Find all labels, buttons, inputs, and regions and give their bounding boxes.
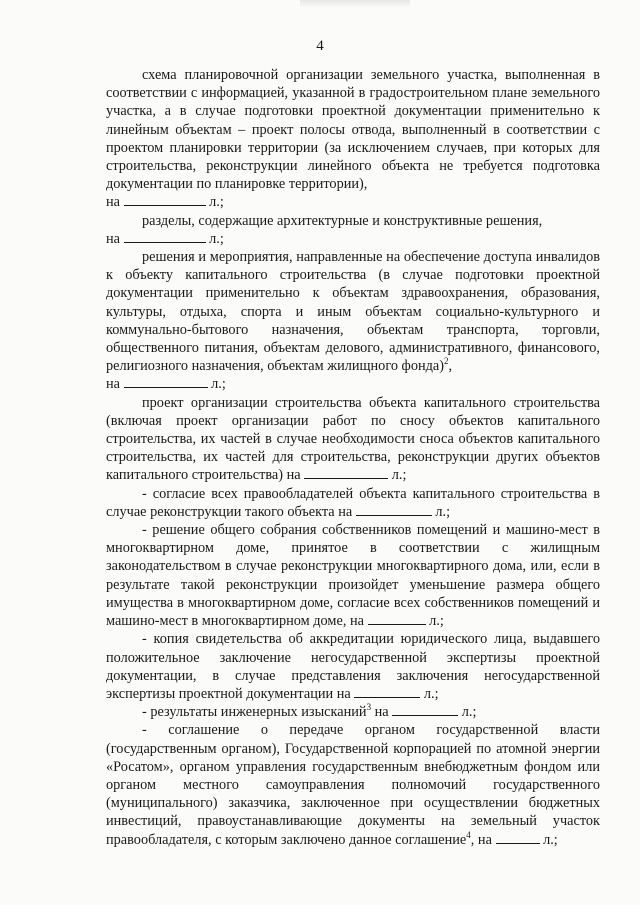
item-after-sup: , на <box>470 831 492 848</box>
document-body <box>106 66 600 849</box>
footnote-ref: 2 <box>444 356 449 367</box>
item-text: - согласие всех правообладателей объекта капитального строительства в случае реконструкции такого объекта на <box>106 485 600 520</box>
fill-blank[interactable] <box>124 375 208 388</box>
item-text: - результаты инженерных изысканий <box>142 704 367 721</box>
item-text: схема планировочной организации земельного участка, выполненная в соответствии с информацией, указанной в градостроительном плане земельного участка, а в случае подготовки проектной документации применительно к линейным объектам – проект полосы отвода, выполненный в соответствии с проектом планировки территории (за исключением случаев, при которых для строительства, реконструкции линейного объекта не требуется подготовка документации по планировке территории), <box>106 67 600 193</box>
fill-blank[interactable] <box>124 193 206 206</box>
fill-blank[interactable] <box>304 466 388 479</box>
item-text: решения и мероприятия, направленные на обеспечение доступа инвалидов к объекту капитального строительства (в случае подготовки проектной документации применительно к объектам здравоохранения, образования, культуры, отдыха, спорта и иным объектам социально-культурного и коммунально-бытового назначения, объектам транспорта, торговли, общественного питания, объектам делового, административного, финансового, религиозного назначения, объектам жилищного фонда) <box>106 249 600 375</box>
fill-blank[interactable] <box>356 503 432 516</box>
item-tail: л.; <box>211 376 226 393</box>
item-tail: л.; <box>461 704 477 721</box>
item-tail: л.; <box>429 613 444 630</box>
item-tail: л.; <box>209 194 224 211</box>
item-lead: на <box>106 230 120 247</box>
list-item <box>106 703 600 721</box>
list-item <box>106 521 600 630</box>
item-text: проект организации строительства объекта капитального строительства (включая проект организации работ по сносу объектов капитального строительства, их частей в случае необходимости сноса объектов капитального строительства, их частей для строительства, реконструкции других объектов капитального строительства) на <box>106 394 600 484</box>
list-item <box>106 485 600 521</box>
scan-artifact <box>300 0 410 8</box>
item-tail: л.; <box>543 831 558 848</box>
page-number: 4 <box>316 38 324 54</box>
item-text: разделы, содержащие архитектурные и конструктивные решения, <box>142 212 543 229</box>
item-text: - копия свидетельства об аккредитации юридического лица, выдавшего положительное заключение негосударственной экспертизы проектной документации, в случае представления заключения негосударственной экспертизы проектной документации на <box>106 631 600 702</box>
item-text: - соглашение о передаче органом государственной власти (государственным органом), Государственной корпорацией по атомной энергии «Росатом», органом управления государственным внебюджетным фондом или органом местного самоуправления полномочий государственного (муниципального) заказчика, заключенное при осуществлении бюджетных инвестиций, правоустанавливающие документы на земельный участок правообладателя, с которым заключено данное соглашение <box>106 722 600 848</box>
footnote-ref: 3 <box>366 702 372 713</box>
list-item <box>106 630 600 703</box>
item-tail: л.; <box>423 685 439 702</box>
list-item <box>106 721 600 848</box>
item-lead: на <box>106 376 120 393</box>
list-item <box>106 66 600 212</box>
fill-blank[interactable] <box>392 703 458 716</box>
fill-blank[interactable] <box>354 685 420 698</box>
item-after-sup: , <box>448 358 453 375</box>
fill-blank[interactable] <box>496 831 540 844</box>
list-item <box>106 248 600 394</box>
item-text: - решение общего собрания собственников помещений и машино-мест в многоквартирном доме, принятое в соответствии с жилищным законодательством в случае реконструкции многоквартирного дома, или, если в результате такой реконструкции произойдет уменьшение размера общего имущества в многоквартирном доме, согласие всех собственников помещений и машино-мест в многоквартирном доме, на <box>106 522 600 630</box>
footnote-ref: 4 <box>466 829 471 840</box>
item-after-sup: на <box>371 704 389 721</box>
list-item <box>106 394 600 485</box>
item-tail: л.; <box>435 503 451 520</box>
item-tail: л.; <box>209 230 224 247</box>
fill-blank[interactable] <box>124 230 206 243</box>
item-tail: л.; <box>391 467 407 484</box>
item-lead: на <box>106 194 120 211</box>
list-item <box>106 212 600 248</box>
fill-blank[interactable] <box>368 612 426 625</box>
